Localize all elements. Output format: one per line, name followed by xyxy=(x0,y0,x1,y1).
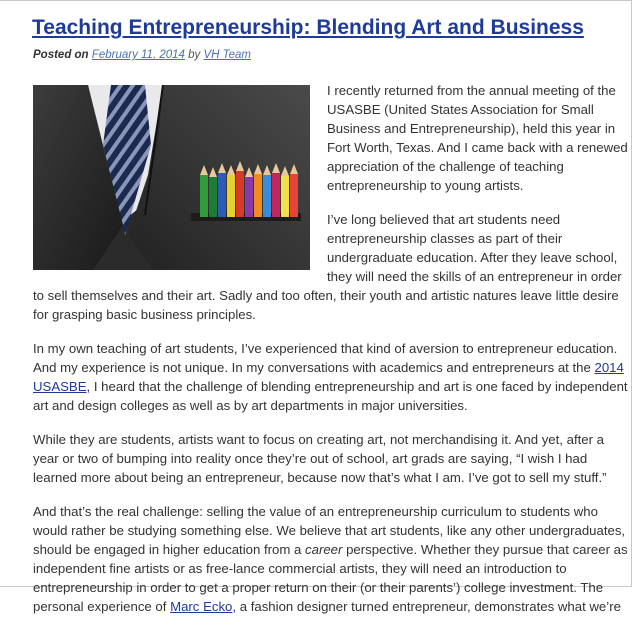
paragraph-5 xyxy=(33,502,631,616)
paragraph-2: I’ve long believed that art students need entrepreneurship classes as part of their undergraduate education. After they leave school, they will need the skills of an entrepreneur in order to sell themselves and their art. Sadly and too often, their youth and artistic natures leave little desire for grasping basic business principles. xyxy=(33,212,622,322)
paragraph-3-text-a: In my own teaching of art students, I’ve experienced that kind of aversion to entrepreneur education. And my experience is not unique. In my conversations with academics and entrepreneurs at the xyxy=(33,341,618,375)
career-emphasis: career xyxy=(305,542,343,557)
posted-on-label: Posted on xyxy=(33,49,89,61)
usasbe-2014-link[interactable]: 2014 USASBE xyxy=(33,360,624,394)
post-meta xyxy=(33,49,251,61)
paragraph-4: While they are students, artists want to focus on creating art, not merchandising it. And yet, after a year or two of bumping into reality once they’re out of school, art grads are saying, “I wish I had learned more about being an entrepreneur, because now that’s what I am. I’ve got to sell my stuff.” xyxy=(33,432,607,485)
paragraph-5-text-a: And that’s the real challenge: selling the value of an entrepreneurship curriculum to students who would rather be studying something else. We believe that art students, like any other undergraduates, should be engaged in higher education from a xyxy=(33,504,626,557)
paragraph-3-text-b: , I heard that the challenge of blending entrepreneurship and art is one faced by independent art and design colleges as well as by art departments in major universities. xyxy=(33,379,628,413)
post-date-link[interactable]: February 11, 2014 xyxy=(91,49,185,61)
paragraph-5-text-c: , a fashion designer turned entrepreneur, demonstrates what we’re xyxy=(232,599,621,614)
post-title-link[interactable]: Teaching Entrepreneurship: Blending Art and Business xyxy=(32,16,584,39)
paragraph-1: I recently returned from the annual meeting of the USASBE (United States Association for Small Business and Entrepreneurship), held this year in Fort Worth, Texas. And I came back with a renewed appreciation of the challenge of teaching entrepreneurship to young artists. xyxy=(327,83,628,193)
author-link[interactable]: VH Team xyxy=(203,49,251,61)
paragraph-3 xyxy=(33,339,631,415)
marc-ecko-link[interactable]: Marc Ecko xyxy=(170,599,233,614)
image-float-spacer xyxy=(33,81,327,274)
by-label: by xyxy=(188,49,201,61)
paragraph-5-text-b: perspective. Whether they pursue that career as independent fine artists or as free-lance commercial artists, they will need an introduction to entrepreneurship in order to get a proper return on their (or their parents’) college investment. The personal experience of xyxy=(33,542,628,614)
article-body xyxy=(33,81,631,631)
